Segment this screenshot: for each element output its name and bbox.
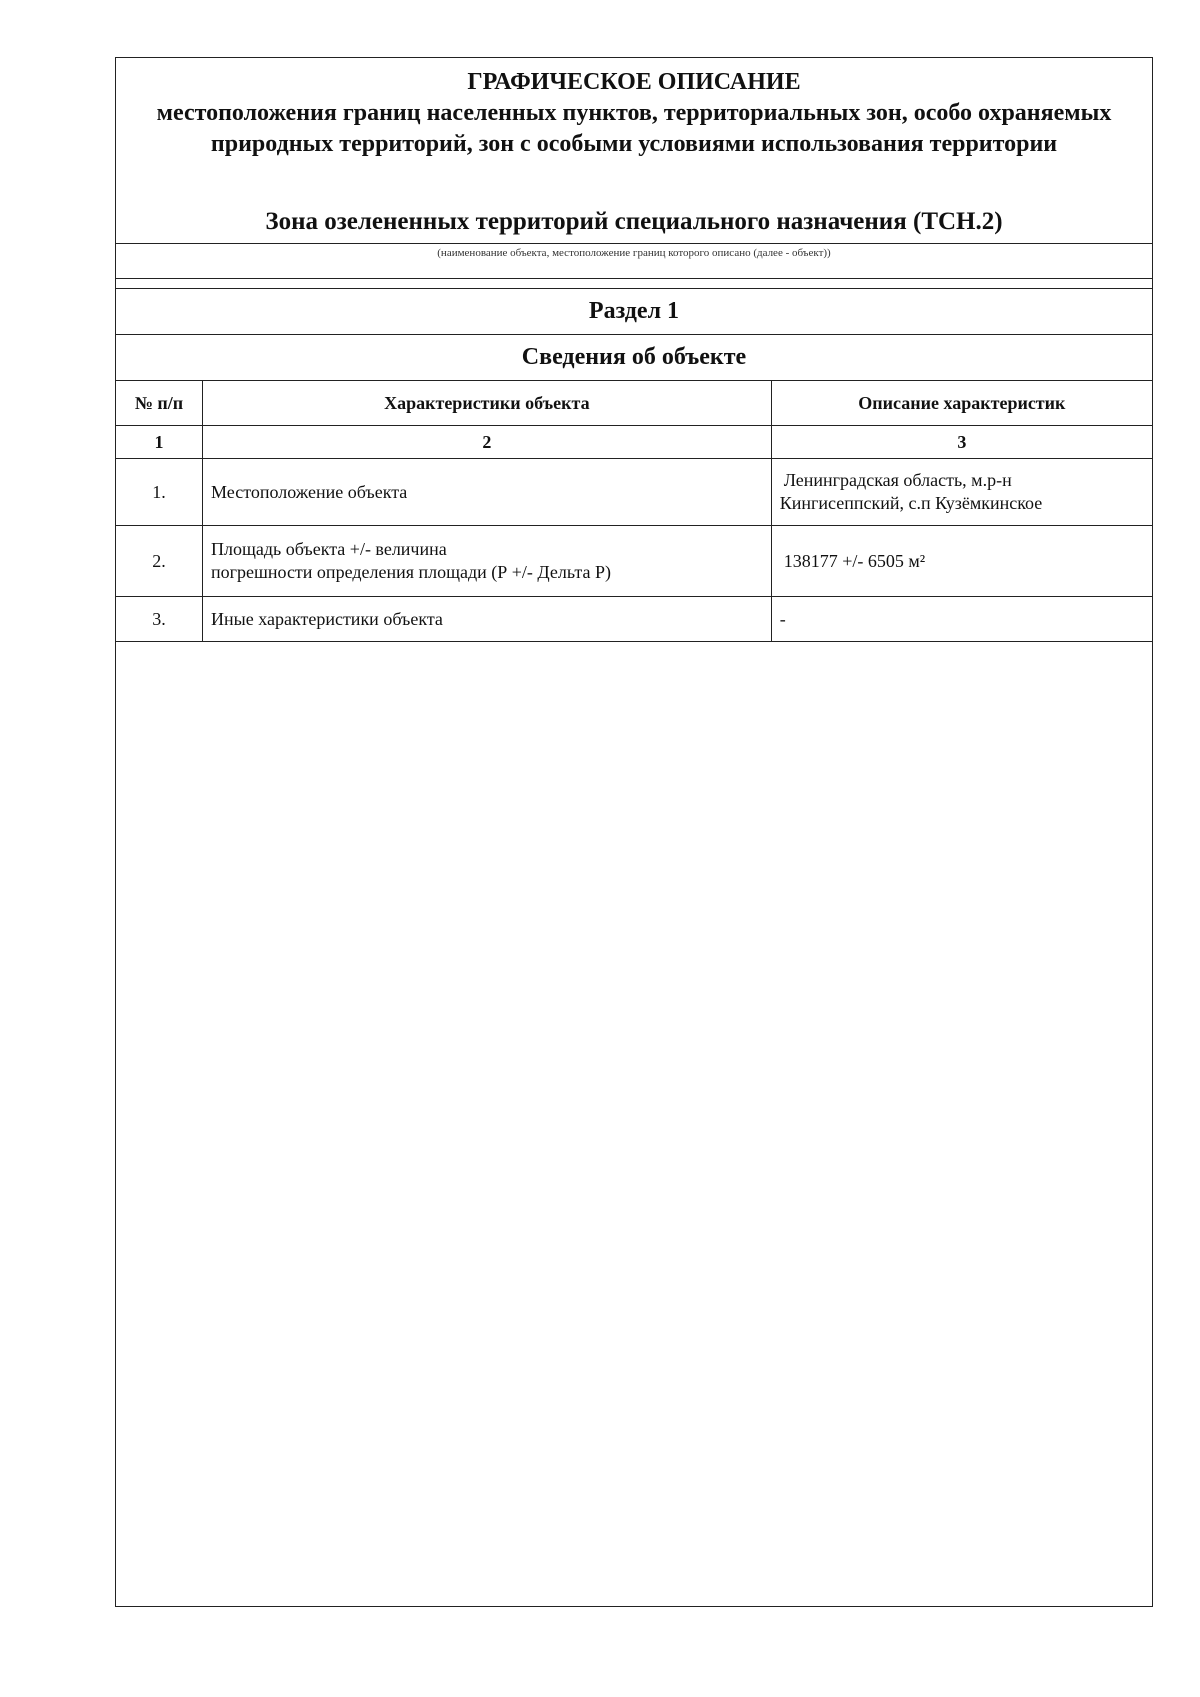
divider [116,243,1152,244]
table-row [116,459,1153,526]
table-row [116,597,1153,642]
header-description: Описание характеристик [771,381,1152,426]
row-number: 2. [116,526,203,597]
document-title: ГРАФИЧЕСКОЕ ОПИСАНИЕ [467,69,801,95]
row-description [771,597,1152,642]
object-name-hint: (наименование объекта, местоположение границ которого описано (далее - объект)) [437,247,831,259]
description-line: Кингисеппский, с.п Кузёмкинское [779,493,1043,513]
column-number: 3 [771,426,1152,459]
characteristic-line: Площадь объекта +/- величина [211,539,447,559]
section-title: Сведения об объекте [521,344,747,370]
column-number-row [116,426,1153,459]
characteristic-line: Иные характеристики объекта [211,608,443,629]
document-header [116,58,1152,243]
row-number: 3. [116,597,203,642]
characteristic-line: погрешности определения площади (Р +/- Дельта Р) [211,562,611,582]
document-subtitle: местоположения границ населенных пунктов, территориальных зон, особо охраняемых природных территорий, зон с особыми условиями использования территории [156,100,1112,157]
table-header-row [116,381,1153,426]
header-characteristic: Характеристики объекта [203,381,772,426]
table-row [116,526,1153,597]
description-line: Ленинградская область, м.р-н [783,470,1012,490]
description-line: 138177 +/- 6505 м² [783,550,926,571]
document-frame [115,57,1153,1607]
row-number: 1. [116,459,203,526]
section-number: Раздел 1 [588,298,680,324]
row-description [771,459,1152,526]
row-characteristic [203,459,772,526]
row-characteristic [203,526,772,597]
description-line: - [779,608,786,629]
row-characteristic [203,597,772,642]
divider [116,278,1152,279]
object-name: Зона озелененных территорий специального назначения (ТСН.2) [265,208,1003,235]
header-number: № п/п [116,381,203,426]
characteristic-line: Местоположение объекта [211,481,408,502]
column-number: 1 [116,426,203,459]
column-number: 2 [203,426,772,459]
object-info-table [115,380,1153,642]
row-description [771,526,1152,597]
